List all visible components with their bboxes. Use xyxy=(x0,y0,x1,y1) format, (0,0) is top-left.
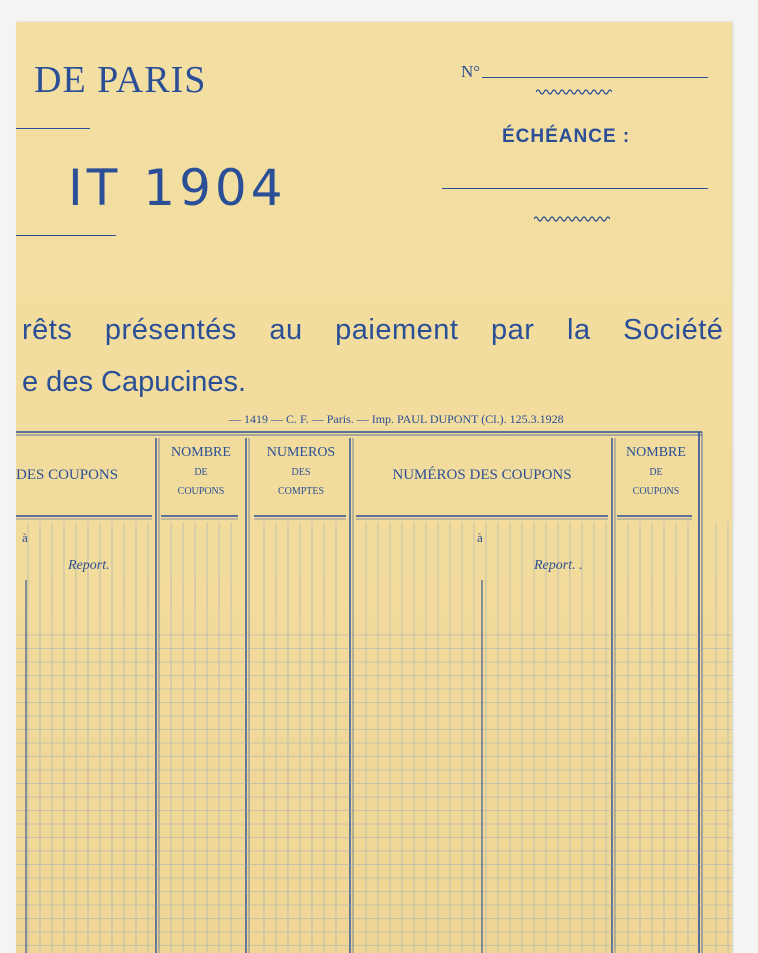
year-underline xyxy=(16,235,116,236)
year-heading xyxy=(16,159,287,217)
col5-header xyxy=(614,446,698,497)
title-underline xyxy=(16,128,90,129)
word-3: au xyxy=(269,314,303,346)
word-2: présentés xyxy=(104,314,237,346)
echeance-line xyxy=(442,188,708,189)
echeance-label: ÉCHÉANCE : xyxy=(502,126,631,147)
word-5: par xyxy=(491,314,535,346)
report-label-right: Report. . xyxy=(534,558,583,573)
word-1: rêts xyxy=(22,314,73,346)
col3-header-line2: DES xyxy=(291,467,311,478)
year-value: 1904 xyxy=(143,159,287,217)
number-flourish xyxy=(536,88,612,96)
col1-header: DES COUPONS xyxy=(16,467,119,483)
number-line xyxy=(482,77,708,78)
col2-header-line3: COUPONS xyxy=(177,486,225,497)
col3-header xyxy=(252,446,350,497)
echeance-flourish xyxy=(534,215,610,223)
ledger-grid xyxy=(16,430,732,953)
col5-header-line1: NOMBRE xyxy=(626,445,686,460)
col2-header-line1: NOMBRE xyxy=(171,445,231,460)
word-7: Société xyxy=(623,314,724,346)
col2-header xyxy=(159,446,243,497)
title-fragment: DE PARIS xyxy=(34,59,207,101)
printer-imprint: — 1419 — C. F. — Paris. — Imp. PAUL DUPONT (Cl.). 125.3.1928 xyxy=(229,412,564,426)
col3-header-line1: NUMEROS xyxy=(266,445,336,460)
col5-header-line2: DE xyxy=(649,467,663,478)
document-sheet xyxy=(16,22,732,953)
body-line-1 xyxy=(22,314,723,347)
col4-header: NUMÉROS DES COUPONS xyxy=(392,467,572,483)
word-4: paiement xyxy=(335,314,459,346)
body-line-2: e des Capucines. xyxy=(22,366,247,398)
a-mark-left: à xyxy=(22,530,28,545)
col5-header-line3: COUPONS xyxy=(632,486,680,497)
report-label-left: Report. xyxy=(68,558,110,573)
a-mark-right: à xyxy=(477,530,483,545)
number-label: N° xyxy=(461,62,481,81)
col2-header-line2: DE xyxy=(194,467,208,478)
year-fragment-left: IT xyxy=(68,159,122,217)
col3-header-line3: COMPTES xyxy=(277,486,325,497)
word-6: la xyxy=(567,314,591,346)
